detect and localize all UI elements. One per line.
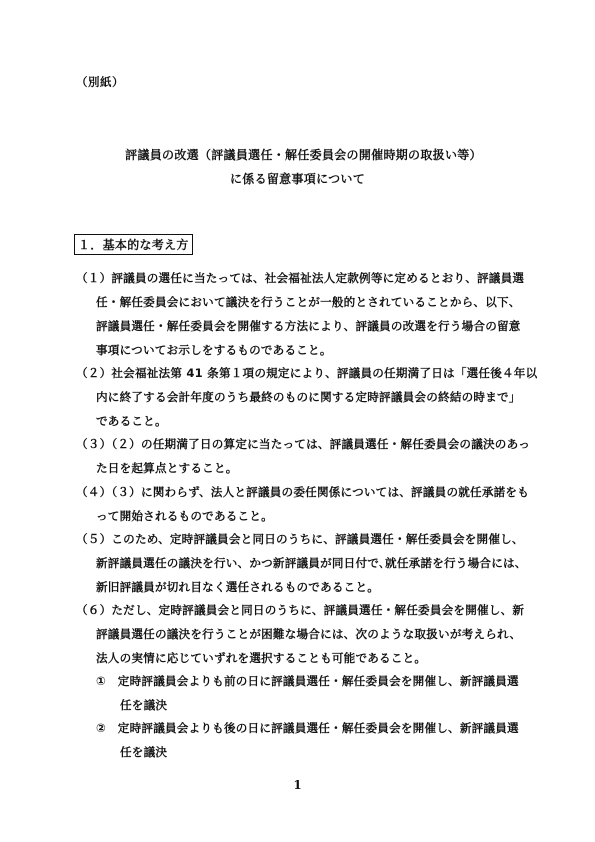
sub-item-2-line-2: 任を議決 (120, 745, 168, 759)
paragraph-2-line-3: であること。 (96, 414, 167, 428)
paragraph-6-line-2: 評議員選任の議決を行うことが困難な場合には、次のような取扱いが考えられ、 (96, 627, 522, 641)
paragraph-1-line-1: （１）評議員の選任に当たっては、社会福祉法人定款例等に定めるとおり、評議員選 (76, 271, 525, 285)
paragraph-1-line-4: 事項についてお示しをするものであること。 (96, 343, 332, 357)
paragraph-4-line-1: （４）（３）に関わらず、法人と評議員の委任関係については、評議員の就任承諾をも (76, 485, 529, 499)
sub-item-1-line-2: 任を議決 (120, 698, 168, 712)
paragraph-3-line-2: た日を起算点とすること。 (96, 461, 238, 475)
paragraph-4-line-2: って開始されるものであること。 (96, 509, 273, 523)
document-title-line-1: 評議員の改選（評議員選任・解任委員会の開催時期の取扱い等） (125, 148, 482, 162)
page-number: 1 (293, 778, 302, 792)
sub-item-1-line-1: ① 定時評議員会よりも前の日に評議員選任・解任委員会を開催し、新評議員選 (96, 674, 519, 688)
paragraph-3-line-1: （３）（２）の任期満了日の算定に当たっては、評議員選任・解任委員会の議決のあっ (76, 437, 531, 451)
paragraph-5-line-3: 新旧評議員が切れ目なく選任されるものであること。 (96, 580, 380, 594)
sub-item-2-line-1: ② 定時評議員会よりも後の日に評議員選任・解任委員会を開催し、新評議員選 (96, 721, 519, 735)
document-title-line-2: に係る留意事項について (229, 172, 366, 186)
paragraph-2-line-1: （２）社会福祉法第 41 条第１項の規定により、評議員の任期満了日は「選任後４年以 (76, 366, 538, 380)
paragraph-1-line-3: 評議員選任・解任委員会を開催する方法により、評議員の改選を行う場合の留意 (96, 319, 521, 333)
paragraph-1-line-2: 任・解任委員会において議決を行うことが一般的とされていることから、以下、 (96, 295, 521, 309)
paragraph-5-line-1: （５）このため、定時評議員会と同日のうちに、評議員選任・解任委員会を開催し、 (76, 532, 524, 546)
paragraph-2-line-2: 内に終了する会計年度のうち最終のものに関する定時評議員会の終結の時まで」 (96, 390, 521, 404)
attachment-label: （別紙） (76, 75, 124, 89)
paragraph-6-line-3: 法人の実情に応じていずれを選択することも可能であること。 (96, 651, 427, 665)
section-heading: １．基本的な考え方 (74, 234, 193, 255)
paragraph-5-line-2: 新評議員選任の議決を行い、かつ新評議員が同日付で､就任承諾を行う場合には、 (96, 556, 527, 570)
paragraph-6-line-1: （６）ただし、定時評議員会と同日のうちに、評議員選任・解任委員会を開催し、新 (76, 603, 525, 617)
